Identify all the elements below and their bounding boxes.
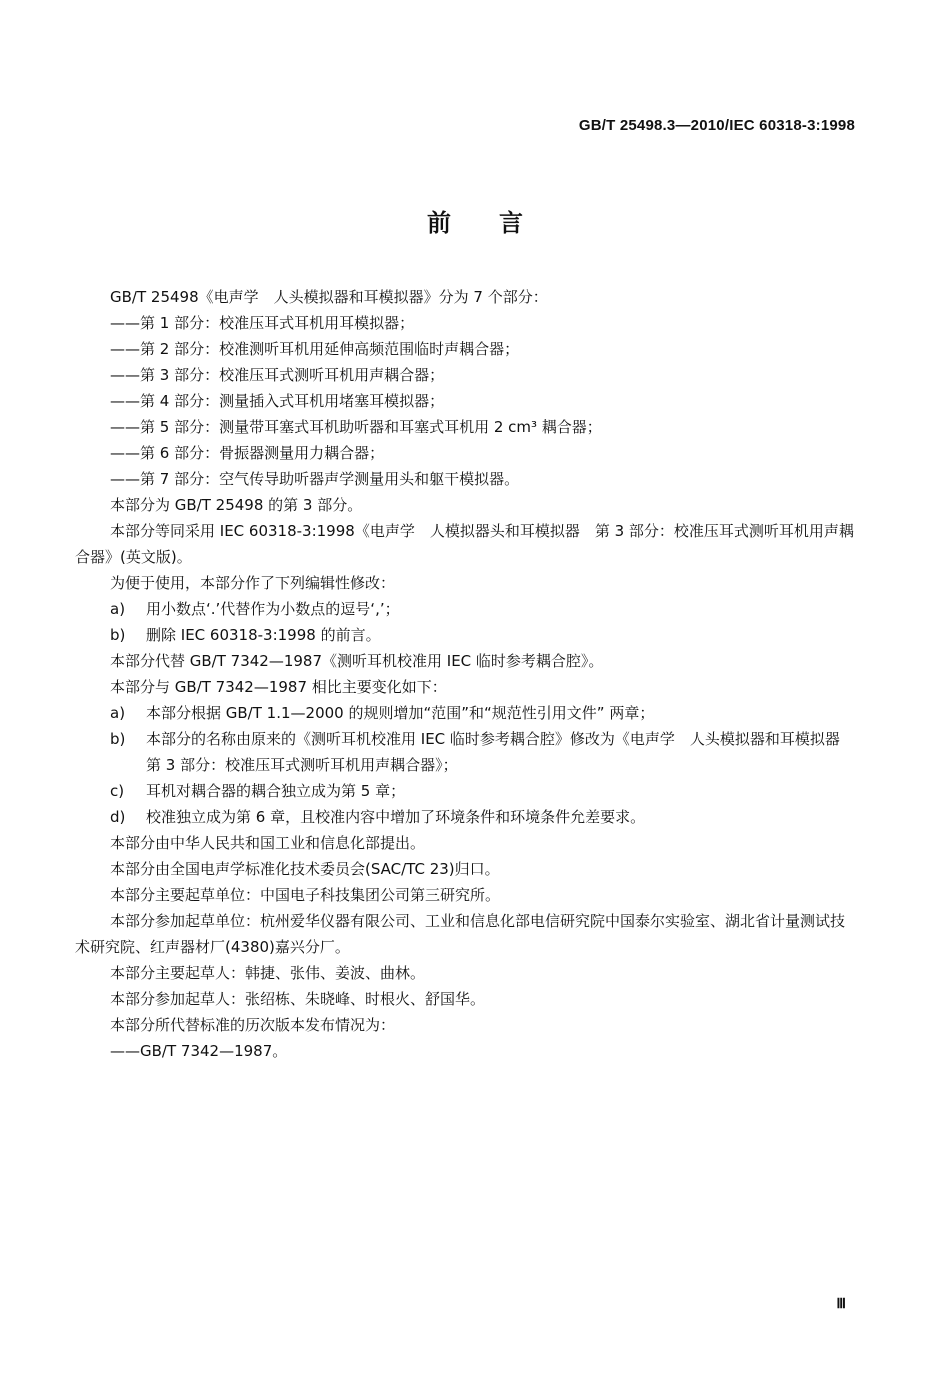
page-title xyxy=(0,203,950,238)
list-label: a) xyxy=(110,704,126,722)
parts-item-1: ——第 1 部分：校准压耳式耳机用耳模拟器； xyxy=(110,314,415,332)
change-item-a xyxy=(0,700,950,726)
parts-item-4: ——第 4 部分：测量插入式耳机用堵塞耳模拟器； xyxy=(110,392,445,410)
parts-intro: GB/T 25498《电声学 人头模拟器和耳模拟器》分为 7 个部分： xyxy=(110,288,548,306)
paragraph-changes: 本部分与 GB/T 7342—1987 相比主要变化如下： xyxy=(110,678,447,696)
document-body xyxy=(0,284,950,1064)
edit-item-b xyxy=(0,622,950,648)
paragraph-editorial: 为便于使用，本部分作了下列编辑性修改： xyxy=(110,574,396,592)
list-label: a) xyxy=(110,600,126,618)
list-label: b) xyxy=(110,730,126,748)
list-text: 耳机对耦合器的耦合独立成为第 5 章； xyxy=(146,782,406,800)
list-text: 本部分的名称由原来的《测听耳机校准用 IEC 临时参考耦合腔》修改为《电声学 人头模拟器和耳模拟器 第 3 部分：校准压耳式测听耳机用声耦合器》； xyxy=(146,730,855,774)
paragraph-part3: 本部分为 GB/T 25498 的第 3 部分。 xyxy=(110,496,363,514)
paragraph-adoption: 本部分等同采用 IEC 60318-3:1998《电声学 人模拟器头和耳模拟器 第 3 部分：校准压耳式测听耳机用声耦合器》(英文版)。 xyxy=(75,522,854,566)
list-text: 本部分根据 GB/T 1.1—2000 的规则增加“范围”和“规范性引用文件” 两章； xyxy=(146,704,655,722)
paragraph-centralized: 本部分由全国电声学标准化技术委员会(SAC/TC 23)归口。 xyxy=(110,860,500,878)
parts-item-7: ——第 7 部分：空气传导助听器声学测量用头和躯干模拟器。 xyxy=(110,470,520,488)
history-item: ——GB/T 7342—1987。 xyxy=(110,1042,288,1060)
standard-code: GB/T 25498.3—2010/IEC 60318-3:1998 xyxy=(578,117,855,134)
paragraph-participating-drafters: 本部分参加起草人：张绍栋、朱晓峰、时根火、舒国华。 xyxy=(110,990,486,1008)
parts-item-5: ——第 5 部分：测量带耳塞式耳机助听器和耳塞式耳机用 2 cm³ 耦合器； xyxy=(110,418,602,436)
paragraph-participating-org: 本部分参加起草单位：杭州爱华仪器有限公司、工业和信息化部电信研究院中国泰尔实验室、湖北省计量测试技术研究院、红声器材厂(4380)嘉兴分厂。 xyxy=(75,912,846,956)
parts-item-6: ——第 6 部分：骨振器测量用力耦合器； xyxy=(110,444,385,462)
list-label: b) xyxy=(110,626,126,644)
list-text: 删除 IEC 60318-3:1998 的前言。 xyxy=(146,626,381,644)
edit-item-a xyxy=(0,596,950,622)
change-item-c xyxy=(0,778,950,804)
parts-item-3: ——第 3 部分：校准压耳式测听耳机用声耦合器； xyxy=(110,366,445,384)
list-text: 校准独立成为第 6 章，且校准内容中增加了环境条件和环境条件允差要求。 xyxy=(146,808,646,826)
title-char-2: 言 xyxy=(499,209,523,237)
page-number: Ⅲ xyxy=(836,1297,846,1312)
paragraph-replaces: 本部分代替 GB/T 7342—1987《测听耳机校准用 IEC 临时参考耦合腔》。 xyxy=(110,652,604,670)
paragraph-main-drafters: 本部分主要起草人：韩捷、张伟、姜波、曲林。 xyxy=(110,964,426,982)
title-char-1: 前 xyxy=(427,209,451,237)
parts-item-2: ——第 2 部分：校准测听耳机用延伸高频范围临时声耦合器； xyxy=(110,340,520,358)
paragraph-main-org: 本部分主要起草单位：中国电子科技集团公司第三研究所。 xyxy=(110,886,501,904)
change-item-d xyxy=(0,804,950,830)
list-label: c) xyxy=(110,782,125,800)
list-text: 用小数点‘.’代替作为小数点的逗号‘,’； xyxy=(146,600,400,618)
paragraph-proposed: 本部分由中华人民共和国工业和信息化部提出。 xyxy=(110,834,426,852)
paragraph-history: 本部分所代替标准的历次版本发布情况为： xyxy=(110,1016,396,1034)
list-label: d) xyxy=(110,808,126,826)
change-item-b xyxy=(0,726,950,778)
